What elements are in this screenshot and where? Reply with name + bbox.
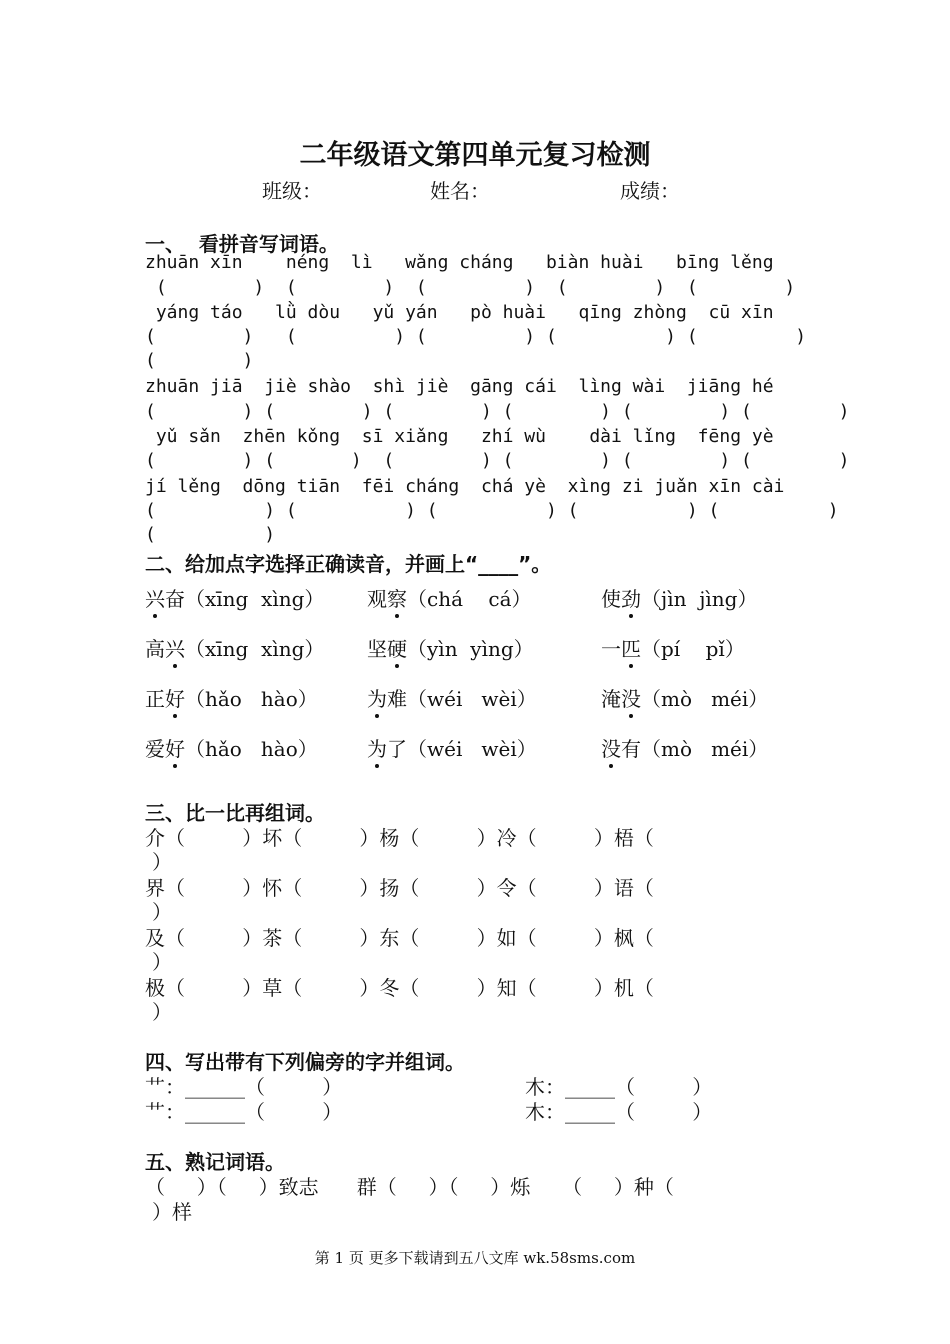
section-2-heading: 二、给加点字选择正确读音，并画上“____”。 [145,552,552,576]
class-label: 班级： [262,179,322,203]
name-label: 姓名： [430,179,490,203]
reading-item: 正好（hǎo hào） [145,687,318,711]
answer-brackets: ( ) ( ) ( ) ( ) ( ) [145,326,807,347]
dotted-char: 好 [165,687,185,711]
dotted-char: 察 [387,587,407,611]
page-footer: 第 1 页 更多下载请到五八文库 wk.58sms.com [314,1249,636,1267]
pinyin-line: zhuān xīn néng lì wǎng cháng biàn huài bīng lěng [145,252,774,273]
phrase-row-wrap: ）样 [152,1200,192,1224]
answer-brackets: ( ) ( ) ( ) ( ) ( ) ( ) [145,401,850,422]
section-3-heading: 三、比一比再组词。 [145,801,325,825]
reading-item: 爱好（hǎo hào） [145,737,318,761]
reading-item: 高兴（xīng xìng） [145,637,325,661]
radical-item-right: 木：_____（ ） [525,1100,713,1124]
compare-row-wrap: ） [152,900,172,924]
section-4-heading: 四、写出带有下列偏旁的字并组词。 [145,1050,465,1074]
reading-item: 没有（mò méi） [601,737,769,761]
dotted-char: 为 [367,737,387,761]
compare-row: 及（ ）茶（ ）东（ ）如（ ）枫（ [145,926,654,950]
answer-brackets: ( ) ( ) ( ) ( ) ( ) [145,500,839,521]
dotted-char: 劲 [621,587,641,611]
section-5-heading: 五、熟记词语。 [145,1150,285,1174]
answer-brackets: ( ) ( ) ( ) ( ) ( ) ( ) [145,450,850,471]
compare-row-wrap: ） [152,950,172,974]
page-title: 二年级语文第四单元复习检测 [299,140,651,171]
compare-row: 极（ ）草（ ）冬（ ）知（ ）机（ [145,976,654,1000]
reading-item: 为难（wéi wèi） [367,687,537,711]
score-label: 成绩： [620,179,680,203]
reading-item: 为了（wéi wèi） [367,737,537,761]
reading-item: 观察（chá cá） [367,587,532,611]
reading-item: 一匹（pí pǐ） [601,637,745,661]
reading-item: 淹没（mò méi） [601,687,769,711]
answer-brackets: ( ) [145,350,254,371]
radical-item-left: 艹：______（ ） [145,1100,343,1124]
radical-item-left: 艹：______（ ） [145,1075,343,1099]
compare-row-wrap: ） [152,1000,172,1024]
pinyin-line: yáng táo lǜ dòu yǔ yán pò huài qīng zhòng cū xīn [145,302,774,323]
compare-row: 界（ ）怀（ ）扬（ ）令（ ）语（ [145,876,654,900]
dotted-char: 为 [367,687,387,711]
answer-brackets: ( ) [145,524,276,545]
dotted-char: 好 [165,737,185,761]
radical-item-right: 木：_____（ ） [525,1075,713,1099]
pinyin-line: zhuān jiā jiè shào shì jiè gāng cái lìng wài jiāng hé [145,376,774,397]
pinyin-line: yǔ sǎn zhēn kǒng sī xiǎng zhí wù dài lǐng fēng yè [145,426,774,447]
dotted-char: 匹 [621,637,641,661]
pinyin-line: jí lěng dōng tiān fēi cháng chá yè xìng zi juǎn xīn cài [145,476,785,497]
section-1-heading: 一、 看拼音写词语。 [145,232,339,256]
phrase-row: （ ）（ ）致志 群（ ）（ ）烁 （ ）种（ [145,1175,674,1199]
dotted-char: 兴 [165,637,185,661]
compare-row-wrap: ） [152,850,172,874]
dotted-char: 兴 [145,587,165,611]
dotted-char: 没 [601,737,621,761]
reading-item: 坚硬（yìn yìng） [367,637,534,661]
dotted-char: 硬 [387,637,407,661]
reading-item: 兴奋（xīng xìng） [145,587,325,611]
dotted-char: 没 [621,687,641,711]
compare-row: 介（ ）坏（ ）杨（ ）冷（ ）梧（ [145,826,654,850]
reading-item: 使劲（jìn jìng） [601,587,758,611]
answer-brackets: ( ) ( ) ( ) ( ) ( ) [145,277,796,298]
